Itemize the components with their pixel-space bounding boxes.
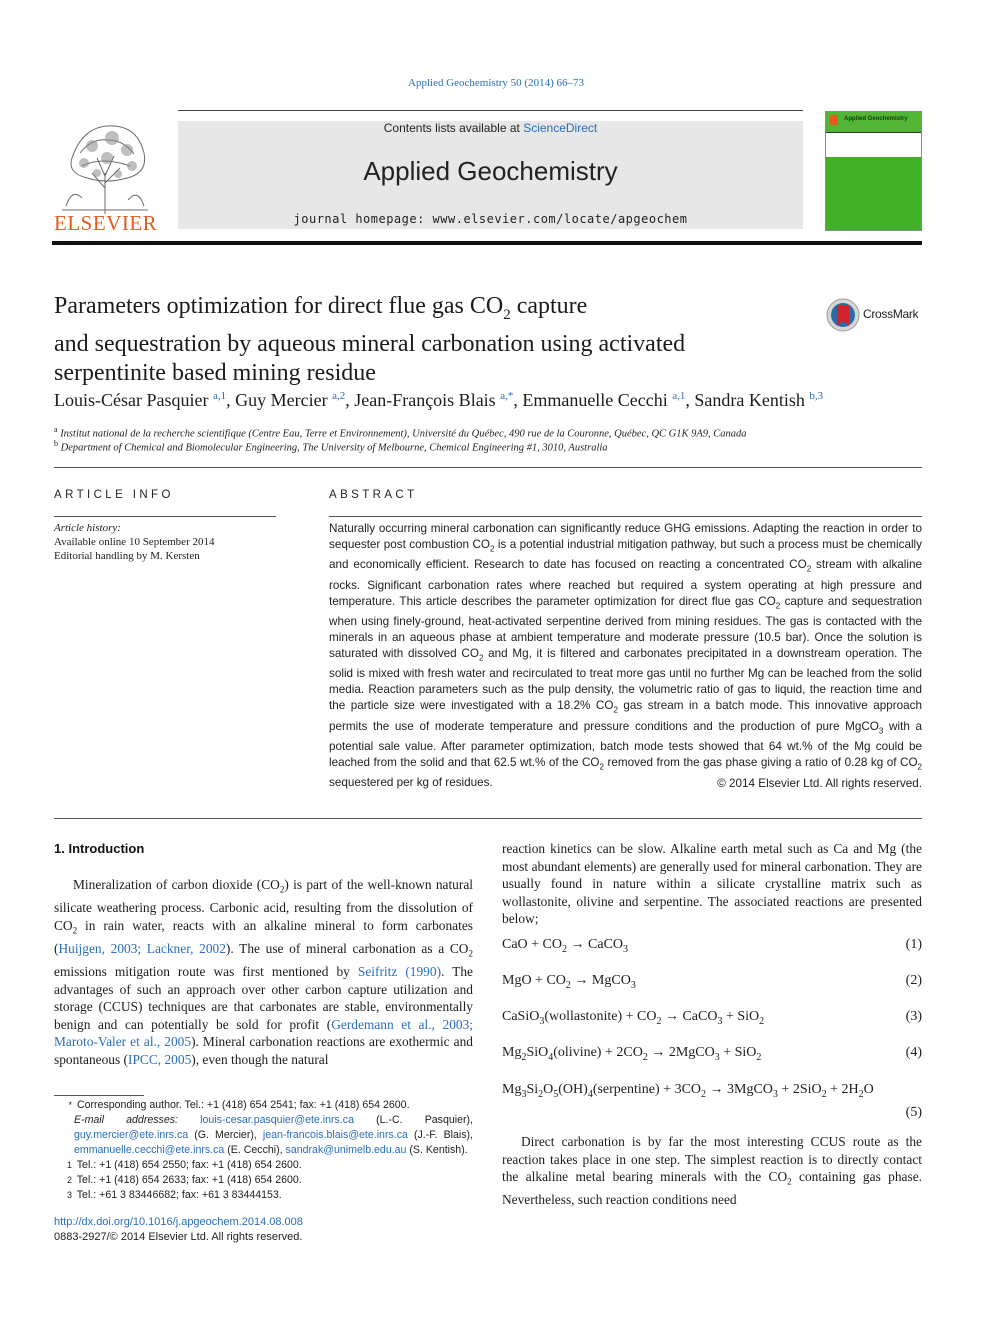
text-seg: ), even though the natural <box>191 1051 329 1067</box>
crossmark-label: CrossMark <box>863 307 919 321</box>
text-seg: . The advantages of such an approach over other carbon capture utilization and storage (CCUS) techniques are that carbonates are stable, environmentally benign and can potentially be sold for profit ( <box>54 964 473 1032</box>
footnote-mark: 3 <box>66 1190 72 1200</box>
abstract-seg: sequestered per kg of residues. <box>329 776 493 790</box>
equation-4 <box>502 1045 922 1065</box>
journal-citation[interactable]: Applied Geochemistry 50 (2014) 66–73 <box>408 77 584 89</box>
footnote-3 <box>54 1188 473 1203</box>
subscript: 3 <box>878 725 884 735</box>
text-seg: in rain water, reacts with an alkaline mineral to form carbonates ( <box>54 917 473 956</box>
text-seg: ). The use of mineral carbonation as a CO <box>225 940 469 956</box>
article-history <box>54 521 284 563</box>
footnote-text: Corresponding author. Tel.: +1 (418) 654 2541; fax: +1 (418) 654 2600. <box>76 1099 410 1111</box>
equation-number: (4) <box>905 1045 922 1060</box>
title-part1: Parameters optimization for direct flue gas CO <box>54 293 504 319</box>
equation-5 <box>502 1082 922 1102</box>
equation-expression: $Mg_2SiO_4(olivine) + 2CO_2$ → 2MgCO$_3$ + SiO$_2$ <box>502 1045 762 1063</box>
header-bottom-rule <box>52 241 922 245</box>
cover-logo <box>830 115 838 125</box>
equation-number: (5) <box>905 1105 922 1120</box>
affiliation-b <box>54 439 924 454</box>
author-name[interactable]: Sandra Kentish <box>694 390 805 410</box>
email-link[interactable]: louis-cesar.pasquier@ete.inrs.ca <box>200 1114 354 1126</box>
author-affil-mark[interactable]: a,1 <box>212 390 227 402</box>
equation-3 <box>502 1009 922 1029</box>
affiliation-mark: b <box>54 439 58 448</box>
email-link[interactable]: guy.mercier@ete.inrs.ca <box>74 1129 189 1141</box>
subscript: 2 <box>917 762 922 772</box>
footnote-text: Tel.: +1 (418) 654 2550; fax: +1 (418) 654 2600. <box>76 1159 302 1171</box>
abstract-heading: ABSTRACT <box>329 489 418 501</box>
reference-link[interactable]: IPCC, 2005 <box>128 1051 192 1067</box>
email-label: E-mail addresses: <box>74 1114 178 1126</box>
author-affil-mark[interactable]: a,1 <box>672 390 686 402</box>
equation-expression: MgO + $CO_2$ → MgCO$_3$ <box>502 973 636 991</box>
equation-expression: $Mg_3Si_2O_5(OH)_4(serpentine) + 3CO_2$ → 3MgCO$_3$ + $2SiO_2 + 2H_2O$ <box>502 1082 874 1100</box>
crossmark-icon <box>825 296 861 334</box>
footnotes <box>54 1098 473 1203</box>
abstract-seg: and Mg, it is filtered and carbonates precipitated in a downstream operation. The solid is mixed with fresh water and recirculated to treat more gas until no further Mg can be leached from the solid media. Reaction parameters such as the pulp density, the volumetric ratio of gas to liquid, the reaction time and the particle size were investigated with a 18.2% CO <box>329 646 922 713</box>
subscript: 2 <box>775 600 781 610</box>
article-info-heading: ARTICLE INFO <box>54 489 174 501</box>
affiliation-text: Institut national de la recherche scientifique (Centre Eau, Terre et Environnement), Université du Québec, 490 rue de la Couronne, Québec, QC G1K 9A9, Canada <box>60 428 747 440</box>
abstract-seg: Naturally occurring mineral carbonation can significantly reduce GHG emissions. Adapting the reaction in order to sequester post combustion CO <box>329 522 922 551</box>
journal-cover[interactable] <box>825 111 922 231</box>
cover-title: Applied Geochemistry <box>844 116 908 122</box>
footnote-rule <box>54 1095 144 1096</box>
journal-banner <box>178 121 803 229</box>
footnote-mark: 2 <box>66 1175 72 1185</box>
subscript: 2 <box>806 564 812 574</box>
subscript: 2 <box>489 544 495 554</box>
section-heading-introduction: 1. Introduction <box>54 841 145 856</box>
elsevier-logo[interactable] <box>52 118 158 236</box>
author-affil-mark[interactable]: a,* <box>500 390 514 402</box>
equation-5-number-line <box>502 1105 922 1125</box>
text-seg: containing gas phase. Nevertheless, such reaction conditions need <box>502 1169 922 1208</box>
author-affil-mark[interactable]: a,2 <box>332 390 346 402</box>
title-line2: and sequestration by aqueous mineral carbonation using activated <box>54 330 686 357</box>
abstract-seg: removed from the gas phase giving a ratio of 0.28 kg of CO <box>603 755 918 769</box>
author-affil-mark[interactable]: b,3 <box>809 390 824 402</box>
affiliation-rule <box>54 467 922 468</box>
equation-expression: CaSiO$_3$(wollastonite) + $CO_2$ → CaCO$_3$ + SiO$_2$ <box>502 1009 765 1027</box>
text-seg: emissions mitigation route was first mentioned by <box>54 964 358 980</box>
abstract-seg: is a potential industrial mitigation pathway, but such a process must be chemically and economically efficient. Research to date has focused on reacting a concentrated CO <box>329 538 922 572</box>
equation-number: (2) <box>905 973 922 988</box>
subscript: 2 <box>613 705 618 715</box>
reference-link[interactable]: Gerdemann et al., 2003; Maroto-Valer et al., 2005 <box>54 1016 474 1050</box>
subscript: 2 <box>599 762 604 772</box>
article-info-rule <box>54 516 276 517</box>
author-name[interactable]: Jean-François Blais <box>354 390 496 410</box>
footnote-2 <box>54 1173 473 1188</box>
abstract-seg: stream with alkaline rocks. Significant carbonation rates where reached but required a system operating at high pressure and temperature. This article describes the parameter optimization for direct flue gas CO <box>329 558 922 608</box>
reference-link[interactable]: Huijgen, 2003; Lackner, 2002 <box>58 940 226 956</box>
abstract-seg: with a potential sale value. After parameter optimization, batch mode tests showed that 64 wt.% of the Mg could be leached from the solid and that 62.5 wt.% of the CO <box>329 719 923 769</box>
journal-homepage[interactable]: journal homepage: www.elsevier.com/locate/apgeochem <box>293 212 688 226</box>
footnote-mark: * <box>68 1100 72 1110</box>
title-part2: capture <box>510 293 588 319</box>
footnote-emails <box>54 1113 473 1158</box>
equation-1 <box>502 937 922 957</box>
editorial-handling: Editorial handling by M. Kersten <box>54 550 200 562</box>
abstract-rule <box>329 516 922 517</box>
text-seg: ) is part of the well-known natural silicate weathering process. Carbonic acid, resulting from the dissolution of CO <box>54 877 474 933</box>
abstract-text <box>329 521 922 791</box>
email-owner: (G. Mercier), <box>188 1129 263 1141</box>
author-name[interactable]: Louis-César Pasquier <box>54 390 209 410</box>
text-seg: Mineralization of carbon dioxide (CO <box>73 877 280 892</box>
cover-green-band <box>826 157 921 230</box>
footnote-mark: 1 <box>66 1160 72 1170</box>
intro-paragraph-1 <box>54 876 473 1068</box>
email-link[interactable]: sandrak@unimelb.edu.au <box>285 1144 407 1156</box>
subscript: 2 <box>279 884 285 895</box>
cover-top-band <box>826 112 921 132</box>
text-seg: ). Mineral carbonation reactions are exothermic and spontaneous ( <box>54 1034 473 1067</box>
footnote-text: Tel.: +61 3 83446682; fax: +61 3 83444153. <box>76 1189 282 1201</box>
elsevier-tree-icon <box>52 118 158 216</box>
contents-prefix: Contents lists available at <box>383 121 520 135</box>
article-title <box>54 292 794 388</box>
contents-line <box>178 121 803 135</box>
available-online: Available online 10 September 2014 <box>54 536 215 548</box>
equation-expression: CaO + $CO_2$ → CaCO$_3$ <box>502 937 629 955</box>
history-label: Article history: <box>54 522 121 534</box>
crossmark-badge[interactable] <box>825 296 925 334</box>
body-top-rule <box>54 818 922 819</box>
header-top-rule <box>178 110 803 111</box>
equation-2 <box>502 973 922 993</box>
equation-number: (1) <box>905 937 922 952</box>
subscript: 2 <box>787 1176 792 1187</box>
author-list: Louis-César Pasquier $^{a,1}$, Guy Mercier $^{a,2}$, Jean-François Blais $^{a,*}$, Emmanuelle Cecchi $^{a,1}$, Sandra Kentish $^{b,3}$ <box>54 390 824 410</box>
email-link[interactable]: emmanuelle.cecchi@ete.inrs.ca <box>74 1144 225 1156</box>
equation-number: (3) <box>905 1009 922 1024</box>
subscript: 2 <box>478 653 484 663</box>
publisher-name: ELSEVIER <box>54 211 158 235</box>
subscript: 2 <box>468 948 473 959</box>
email-link[interactable]: jean-francois.blais@ete.inrs.ca <box>262 1129 408 1141</box>
email-owner: (S. Kentish). <box>406 1144 468 1156</box>
text-seg: Direct carbonation is by far the most interesting CCUS route as the reaction takes place in one step. The simplest reaction is to directly contact the alkaline metal bearing minerals with the CO <box>502 1134 922 1184</box>
footnote-text: Tel.: +1 (418) 654 2633; fax: +1 (418) 654 2600. <box>76 1174 302 1186</box>
reference-link[interactable]: Seifritz (1990) <box>357 964 442 980</box>
affiliation-text: Department of Chemical and Biomolecular Engineering, The University of Melbourne, Chemical Engineering #1, 3010, Australia <box>60 442 608 454</box>
affiliation-mark: a <box>54 425 58 434</box>
intro-paragraph-2: reaction kinetics can be slow. Alkaline earth metal such as Ca and Mg (the most abundant elements) are generally used for mineral carbonation. They are usually found in nature within a silicate crystalline matrix such as wollastonite, olivine and serpentine. The associated reactions are presented below; <box>502 841 922 926</box>
email-owner: (L.-C. Pasquier), <box>353 1114 474 1126</box>
intro-paragraph-3 <box>502 1133 922 1209</box>
abstract-seg: gas stream in a batch mode. This innovative approach permits the use of moderate temperature and pressure conditions and the production of pure MgCO <box>329 699 922 733</box>
abstract-seg: capture and sequestration when using finely-ground, heat-activated serpentine derived from mining residues. The gas is contacted with the minerals in an aqueous phase at ambient temperature and moderate pressure (10.5 bar). Once the solution is saturated with dissolved CO <box>329 594 922 660</box>
abstract-copyright: © 2014 Elsevier Ltd. All rights reserved. <box>717 777 922 790</box>
title-line3: serpentinite based mining residue <box>54 359 376 386</box>
doi-link[interactable]: http://dx.doi.org/10.1016/j.apgeochem.2014.08.008 <box>54 1216 303 1228</box>
issn-copyright: 0883-2927/© 2014 Elsevier Ltd. All rights reserved. <box>54 1231 303 1243</box>
journal-title: Applied Geochemistry <box>363 156 618 186</box>
subscript: 2 <box>72 925 78 936</box>
author-name[interactable]: Emmanuelle Cecchi <box>522 390 668 410</box>
author-name[interactable]: Guy Mercier <box>235 390 328 410</box>
affiliation-a <box>54 425 924 440</box>
footnote-corresponding <box>54 1098 473 1113</box>
title-sub: 2 <box>503 306 511 323</box>
sciencedirect-link[interactable]: ScienceDirect <box>523 121 598 135</box>
email-owner: (E. Cecchi), <box>224 1144 286 1156</box>
email-owner: (J.-F. Blais), <box>407 1129 474 1141</box>
footnote-1 <box>54 1158 473 1173</box>
cover-white-band <box>826 133 921 157</box>
